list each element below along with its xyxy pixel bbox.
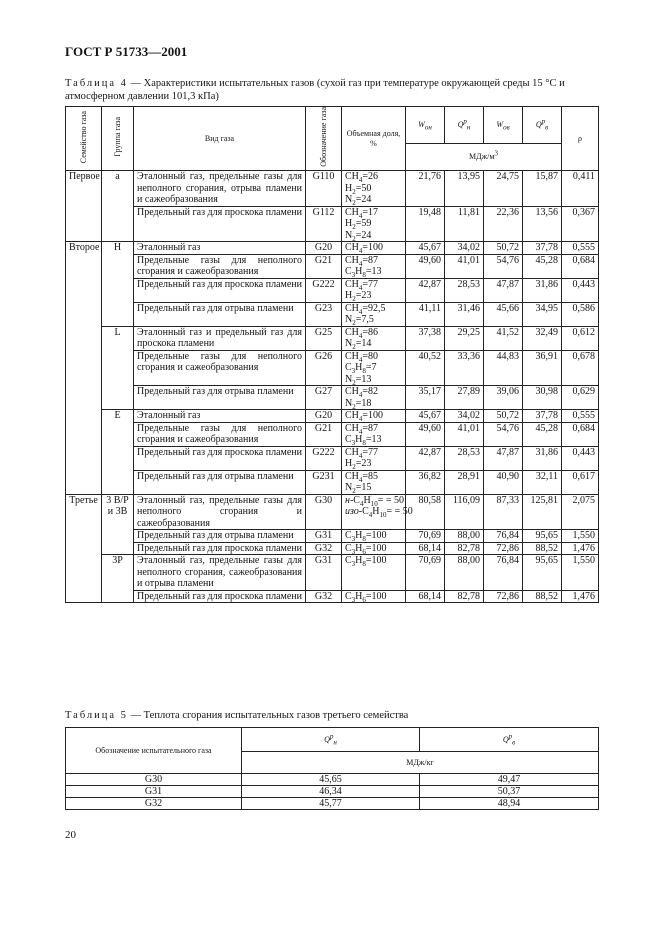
table-row [66, 446, 599, 470]
value-wo-v: 24,75 [484, 171, 523, 207]
gas-code-cell: G26 [306, 350, 342, 386]
header-wo-lower: $W_{он}$ [406, 107, 445, 144]
header-kind: Вид газа [134, 107, 306, 171]
gas-kind-cell: Предельные газы для неполного сгорания и сажеобразования [134, 254, 306, 278]
gas-kind-cell: Предельный газ для проскока пламени [134, 278, 306, 302]
family-cell: Третье [66, 494, 102, 603]
value-wo-v: 76,84 [484, 555, 523, 591]
value-q-v: 31,86 [523, 278, 562, 302]
value-q-n: 13,95 [445, 171, 484, 207]
value-rho: 0,629 [562, 386, 599, 410]
table-row [66, 242, 599, 255]
t5-q-v-cell: 49,47 [420, 774, 599, 786]
header-family: Семейство газа [66, 107, 102, 171]
value-wo-n: 36,82 [406, 470, 445, 494]
group-cell: 3Р [102, 555, 134, 603]
table4-caption [65, 77, 600, 103]
gas-code-cell: G30 [306, 494, 342, 530]
table4-body [66, 171, 599, 603]
gas-kind-cell: Эталонный газ [134, 410, 306, 423]
value-rho: 1,476 [562, 542, 599, 555]
table-row [66, 774, 599, 786]
gas-kind-cell: Эталонный газ, предельные газы для неполного сгорания, сажеобразования и отрыва пламени [134, 555, 306, 591]
gas-kind-cell: Эталонный газ и предельный газ для проскока пламени [134, 326, 306, 350]
t5-header-code: Обозначение испытательного газа [66, 728, 242, 774]
gas-kind-cell: Предельный газ для проскока пламени [134, 590, 306, 603]
group-cell: H [102, 242, 134, 327]
composition-cell [342, 326, 406, 350]
value-rho: 1,476 [562, 590, 599, 603]
table-row [66, 555, 599, 591]
value-wo-n: 68,14 [406, 590, 445, 603]
gas-code-cell: G112 [306, 206, 342, 242]
composition-cell [342, 386, 406, 410]
composition-line: $N_2=14$ [345, 338, 372, 351]
table-row [66, 530, 599, 543]
table5-caption-label: Таблица 5 [65, 710, 128, 721]
gas-code-cell: G32 [306, 542, 342, 555]
t5-header-unit: МДж/кг [242, 752, 599, 774]
composition-line: $C_3H_6=100$ [345, 590, 387, 604]
t5-code-cell: G30 [66, 774, 242, 786]
value-wo-v: 50,72 [484, 410, 523, 423]
gas-code-cell: G32 [306, 590, 342, 603]
gas-kind-cell: Предельный газ для проскока пламени [134, 206, 306, 242]
value-q-n: 34,02 [445, 410, 484, 423]
value-q-n: 28,53 [445, 446, 484, 470]
composition-cell [342, 278, 406, 302]
value-wo-n: 49,60 [406, 422, 445, 446]
value-rho: 0,555 [562, 242, 599, 255]
composition-cell [342, 590, 406, 603]
value-rho: 0,443 [562, 446, 599, 470]
value-wo-v: 47,87 [484, 446, 523, 470]
gas-code-cell: G27 [306, 386, 342, 410]
composition-line: $CH_4=87$ [345, 254, 379, 268]
value-q-v: 32,49 [523, 326, 562, 350]
gas-code-cell: G231 [306, 470, 342, 494]
value-wo-n: 80,58 [406, 494, 445, 530]
composition-line: $N_2=24$ [345, 229, 372, 243]
table4 [65, 106, 599, 603]
gas-kind-cell: Предельные газы для неполного сгорания и сажеобразования [134, 350, 306, 386]
value-wo-v: 47,87 [484, 278, 523, 302]
value-wo-v: 50,72 [484, 242, 523, 255]
t5-header-q-lower: $Q^р_н$ [242, 728, 420, 752]
value-rho: 0,367 [562, 206, 599, 242]
composition-line: $CH_4=92,5$ [345, 302, 386, 316]
gas-kind-cell: Предельные газы для неполного сгорания и сажеобразования [134, 422, 306, 446]
value-q-v: 13,56 [523, 206, 562, 242]
table-row [66, 278, 599, 302]
composition-line: $N_2=13$ [345, 373, 372, 387]
composition-line: $N_2=7,5$ [345, 314, 374, 327]
value-wo-n: 19,48 [406, 206, 445, 242]
page-title: ГОСТ Р 51733—2001 [65, 44, 188, 59]
gas-code-cell: G31 [306, 530, 342, 543]
composition-line: $CH_4=80$ [345, 350, 379, 364]
t5-q-v-cell: 48,94 [420, 798, 599, 810]
value-rho: 0,443 [562, 278, 599, 302]
value-q-n: 28,91 [445, 470, 484, 494]
composition-line: $CH_4=86$ [345, 326, 379, 340]
table-row [66, 422, 599, 446]
composition-line: $CH_4=85$ [345, 470, 379, 484]
t5-q-n-cell: 45,65 [242, 774, 420, 786]
composition-line: $C_3H_8=100$ [345, 530, 387, 543]
value-rho: 0,586 [562, 302, 599, 326]
table-row [66, 798, 599, 810]
gas-code-cell: G31 [306, 555, 342, 591]
value-q-n: 11,81 [445, 206, 484, 242]
value-wo-v: 87,33 [484, 494, 523, 530]
table-row [66, 326, 599, 350]
t5-q-n-cell: 45,77 [242, 798, 420, 810]
value-q-v: 31,86 [523, 446, 562, 470]
value-wo-v: 76,84 [484, 530, 523, 543]
value-wo-v: 40,90 [484, 470, 523, 494]
composition-cell [342, 530, 406, 543]
value-q-v: 36,91 [523, 350, 562, 386]
value-wo-v: 54,76 [484, 254, 523, 278]
composition-line: $N_2=18$ [345, 397, 372, 411]
gas-kind-cell: Эталонный газ, предельные газы для неполного сгорания, отрыва пламени и сажеобразования [134, 171, 306, 207]
gas-kind-cell: Предельный газ для отрыва пламени [134, 530, 306, 543]
value-q-v: 32,11 [523, 470, 562, 494]
value-q-v: 45,28 [523, 254, 562, 278]
composition-cell [342, 171, 406, 207]
value-q-n: 28,53 [445, 278, 484, 302]
gas-code-cell: G20 [306, 410, 342, 423]
value-q-v: 88,52 [523, 590, 562, 603]
value-q-v: 30,98 [523, 386, 562, 410]
composition-line: $CH_4=77$ [345, 278, 379, 292]
page-number: 20 [65, 829, 76, 841]
composition-cell [342, 470, 406, 494]
composition-line: $H_2=59$ [345, 218, 372, 231]
table-row [66, 386, 599, 410]
composition-line: $н-C_4H_{10}= = 50$ [345, 494, 404, 508]
value-rho: 0,678 [562, 350, 599, 386]
table-row [66, 494, 599, 530]
composition-line: $H_2=23$ [345, 290, 372, 303]
t5-header-q-upper: $Q^р_в$ [420, 728, 599, 752]
value-q-v: 95,65 [523, 555, 562, 591]
gas-kind-cell: Предельный газ для отрыва пламени [134, 386, 306, 410]
header-q-lower: $Q^р_н$ [445, 107, 484, 144]
table-row [66, 171, 599, 207]
value-wo-v: 39,06 [484, 386, 523, 410]
value-rho: 0,411 [562, 171, 599, 207]
family-cell: Второе [66, 242, 102, 495]
value-wo-v: 72,86 [484, 590, 523, 603]
header-rho: ρ [562, 107, 599, 171]
value-wo-v: 41,52 [484, 326, 523, 350]
composition-cell [342, 350, 406, 386]
table-row [66, 590, 599, 603]
value-rho: 1,550 [562, 530, 599, 543]
value-q-v: 125,81 [523, 494, 562, 530]
value-wo-n: 45,67 [406, 410, 445, 423]
composition-cell [342, 446, 406, 470]
gas-code-cell: G222 [306, 446, 342, 470]
value-wo-v: 72,86 [484, 542, 523, 555]
gas-kind-cell: Предельный газ для проскока пламени [134, 446, 306, 470]
value-rho: 0,684 [562, 254, 599, 278]
value-rho: 1,550 [562, 555, 599, 591]
value-wo-n: 35,17 [406, 386, 445, 410]
table-row [66, 254, 599, 278]
composition-line: $H_2=23$ [345, 458, 372, 471]
table-row [66, 350, 599, 386]
value-q-n: 88,00 [445, 530, 484, 543]
header-code: Обозначение газа [306, 107, 342, 171]
table-row [66, 542, 599, 555]
value-rho: 2,075 [562, 494, 599, 530]
composition-line: $C_3H_8=7$ [345, 362, 377, 375]
composition-cell [342, 410, 406, 423]
value-wo-n: 70,69 [406, 555, 445, 591]
group-cell: E [102, 410, 134, 495]
value-wo-v: 44,83 [484, 350, 523, 386]
t5-code-cell: G32 [66, 798, 242, 810]
header-group: Группа газа [102, 107, 134, 171]
table-row [66, 410, 599, 423]
group-cell: a [102, 171, 134, 242]
value-wo-n: 41,11 [406, 302, 445, 326]
value-rho: 0,684 [562, 422, 599, 446]
value-rho: 0,617 [562, 470, 599, 494]
composition-line: $CH_4=100$ [345, 410, 384, 423]
value-rho: 0,612 [562, 326, 599, 350]
composition-cell [342, 242, 406, 255]
value-q-n: 82,78 [445, 590, 484, 603]
t5-code-cell: G31 [66, 786, 242, 798]
composition-cell [342, 555, 406, 591]
composition-line: $C_3H_8=100$ [345, 555, 387, 568]
composition-line: $CH_4=87$ [345, 422, 379, 436]
gas-kind-cell: Эталонный газ, предельные газы для неполного сгорания и сажеобразования [134, 494, 306, 530]
value-wo-n: 45,67 [406, 242, 445, 255]
composition-cell [342, 422, 406, 446]
value-q-v: 34,95 [523, 302, 562, 326]
composition-cell [342, 206, 406, 242]
value-q-n: 31,46 [445, 302, 484, 326]
value-q-n: 41,01 [445, 254, 484, 278]
value-q-n: 88,00 [445, 555, 484, 591]
gas-kind-cell: Предельный газ для отрыва пламени [134, 470, 306, 494]
composition-line: $N_2=24$ [345, 194, 372, 207]
composition-line: $C_3H_8=13$ [345, 266, 382, 279]
table5 [65, 727, 599, 810]
table4-caption-text: — Характеристики испытательных газов (сухой газ при температуре окружающей среды 15 °С и атмосферном давлении 101,3 кПа) [65, 78, 565, 102]
value-wo-v: 22,36 [484, 206, 523, 242]
value-wo-v: 54,76 [484, 422, 523, 446]
table-row [66, 470, 599, 494]
composition-line: $CH_4=100$ [345, 242, 384, 255]
value-wo-n: 21,76 [406, 171, 445, 207]
table5-body [66, 774, 599, 810]
value-q-n: 116,09 [445, 494, 484, 530]
composition-line: $CH_4=17$ [345, 206, 379, 220]
gas-kind-cell: Предельный газ для отрыва пламени [134, 302, 306, 326]
table-row [66, 206, 599, 242]
table-row [66, 786, 599, 798]
value-wo-v: 45,66 [484, 302, 523, 326]
table5-caption [65, 709, 408, 722]
value-wo-n: 40,52 [406, 350, 445, 386]
gas-code-cell: G25 [306, 326, 342, 350]
composition-line: $H_2=50$ [345, 182, 372, 196]
composition-cell [342, 542, 406, 555]
gas-code-cell: G20 [306, 242, 342, 255]
value-q-v: 95,65 [523, 530, 562, 543]
composition-line: $C_3H_6=100$ [345, 542, 387, 556]
composition-line: $N_2=15$ [345, 482, 372, 495]
header-fraction: Объемная доля, % [342, 107, 406, 171]
value-q-v: 88,52 [523, 542, 562, 555]
gas-code-cell: G110 [306, 171, 342, 207]
group-cell: 3 В/Р и 3В [102, 494, 134, 555]
composition-cell [342, 254, 406, 278]
gas-kind-cell: Предельный газ для проскока пламени [134, 542, 306, 555]
gas-code-cell: G21 [306, 254, 342, 278]
t5-q-n-cell: 46,34 [242, 786, 420, 798]
family-cell: Первое [66, 171, 102, 242]
composition-line: изо-$C_4H_{10}= = 50$ [345, 506, 413, 519]
value-rho: 0,555 [562, 410, 599, 423]
gas-code-cell: G222 [306, 278, 342, 302]
composition-line: $CH_4=82$ [345, 386, 379, 399]
gas-code-cell: G23 [306, 302, 342, 326]
header-wo-upper: $W_{ов}$ [484, 107, 523, 144]
value-wo-n: 42,87 [406, 278, 445, 302]
gas-kind-cell: Эталонный газ [134, 242, 306, 255]
composition-line: $CH_4=77$ [345, 446, 379, 460]
table4-caption-label: Таблица 4 [65, 78, 128, 89]
value-wo-n: 49,60 [406, 254, 445, 278]
group-cell: L [102, 326, 134, 410]
value-wo-n: 70,69 [406, 530, 445, 543]
value-q-n: 27,89 [445, 386, 484, 410]
composition-cell [342, 494, 413, 530]
value-wo-n: 42,87 [406, 446, 445, 470]
t5-q-v-cell: 50,37 [420, 786, 599, 798]
gas-code-cell: G21 [306, 422, 342, 446]
value-q-v: 15,87 [523, 171, 562, 207]
value-q-n: 34,02 [445, 242, 484, 255]
composition-line: $CH_4=26$ [345, 171, 379, 184]
composition-line: $C_3H_8=13$ [345, 434, 382, 447]
table-row [66, 302, 599, 326]
value-wo-n: 68,14 [406, 542, 445, 555]
value-q-v: 45,28 [523, 422, 562, 446]
value-q-n: 29,25 [445, 326, 484, 350]
header-unit: МДж/$м^3$ [406, 144, 562, 171]
value-q-v: 37,78 [523, 410, 562, 423]
value-q-v: 37,78 [523, 242, 562, 255]
header-q-upper: $Q^р_в$ [523, 107, 562, 144]
value-wo-n: 37,38 [406, 326, 445, 350]
value-q-n: 41,01 [445, 422, 484, 446]
table5-caption-text: — Теплота сгорания испытательных газов третьего семейства [127, 710, 409, 721]
value-q-n: 33,36 [445, 350, 484, 386]
value-q-n: 82,78 [445, 542, 484, 555]
composition-cell [342, 302, 406, 326]
